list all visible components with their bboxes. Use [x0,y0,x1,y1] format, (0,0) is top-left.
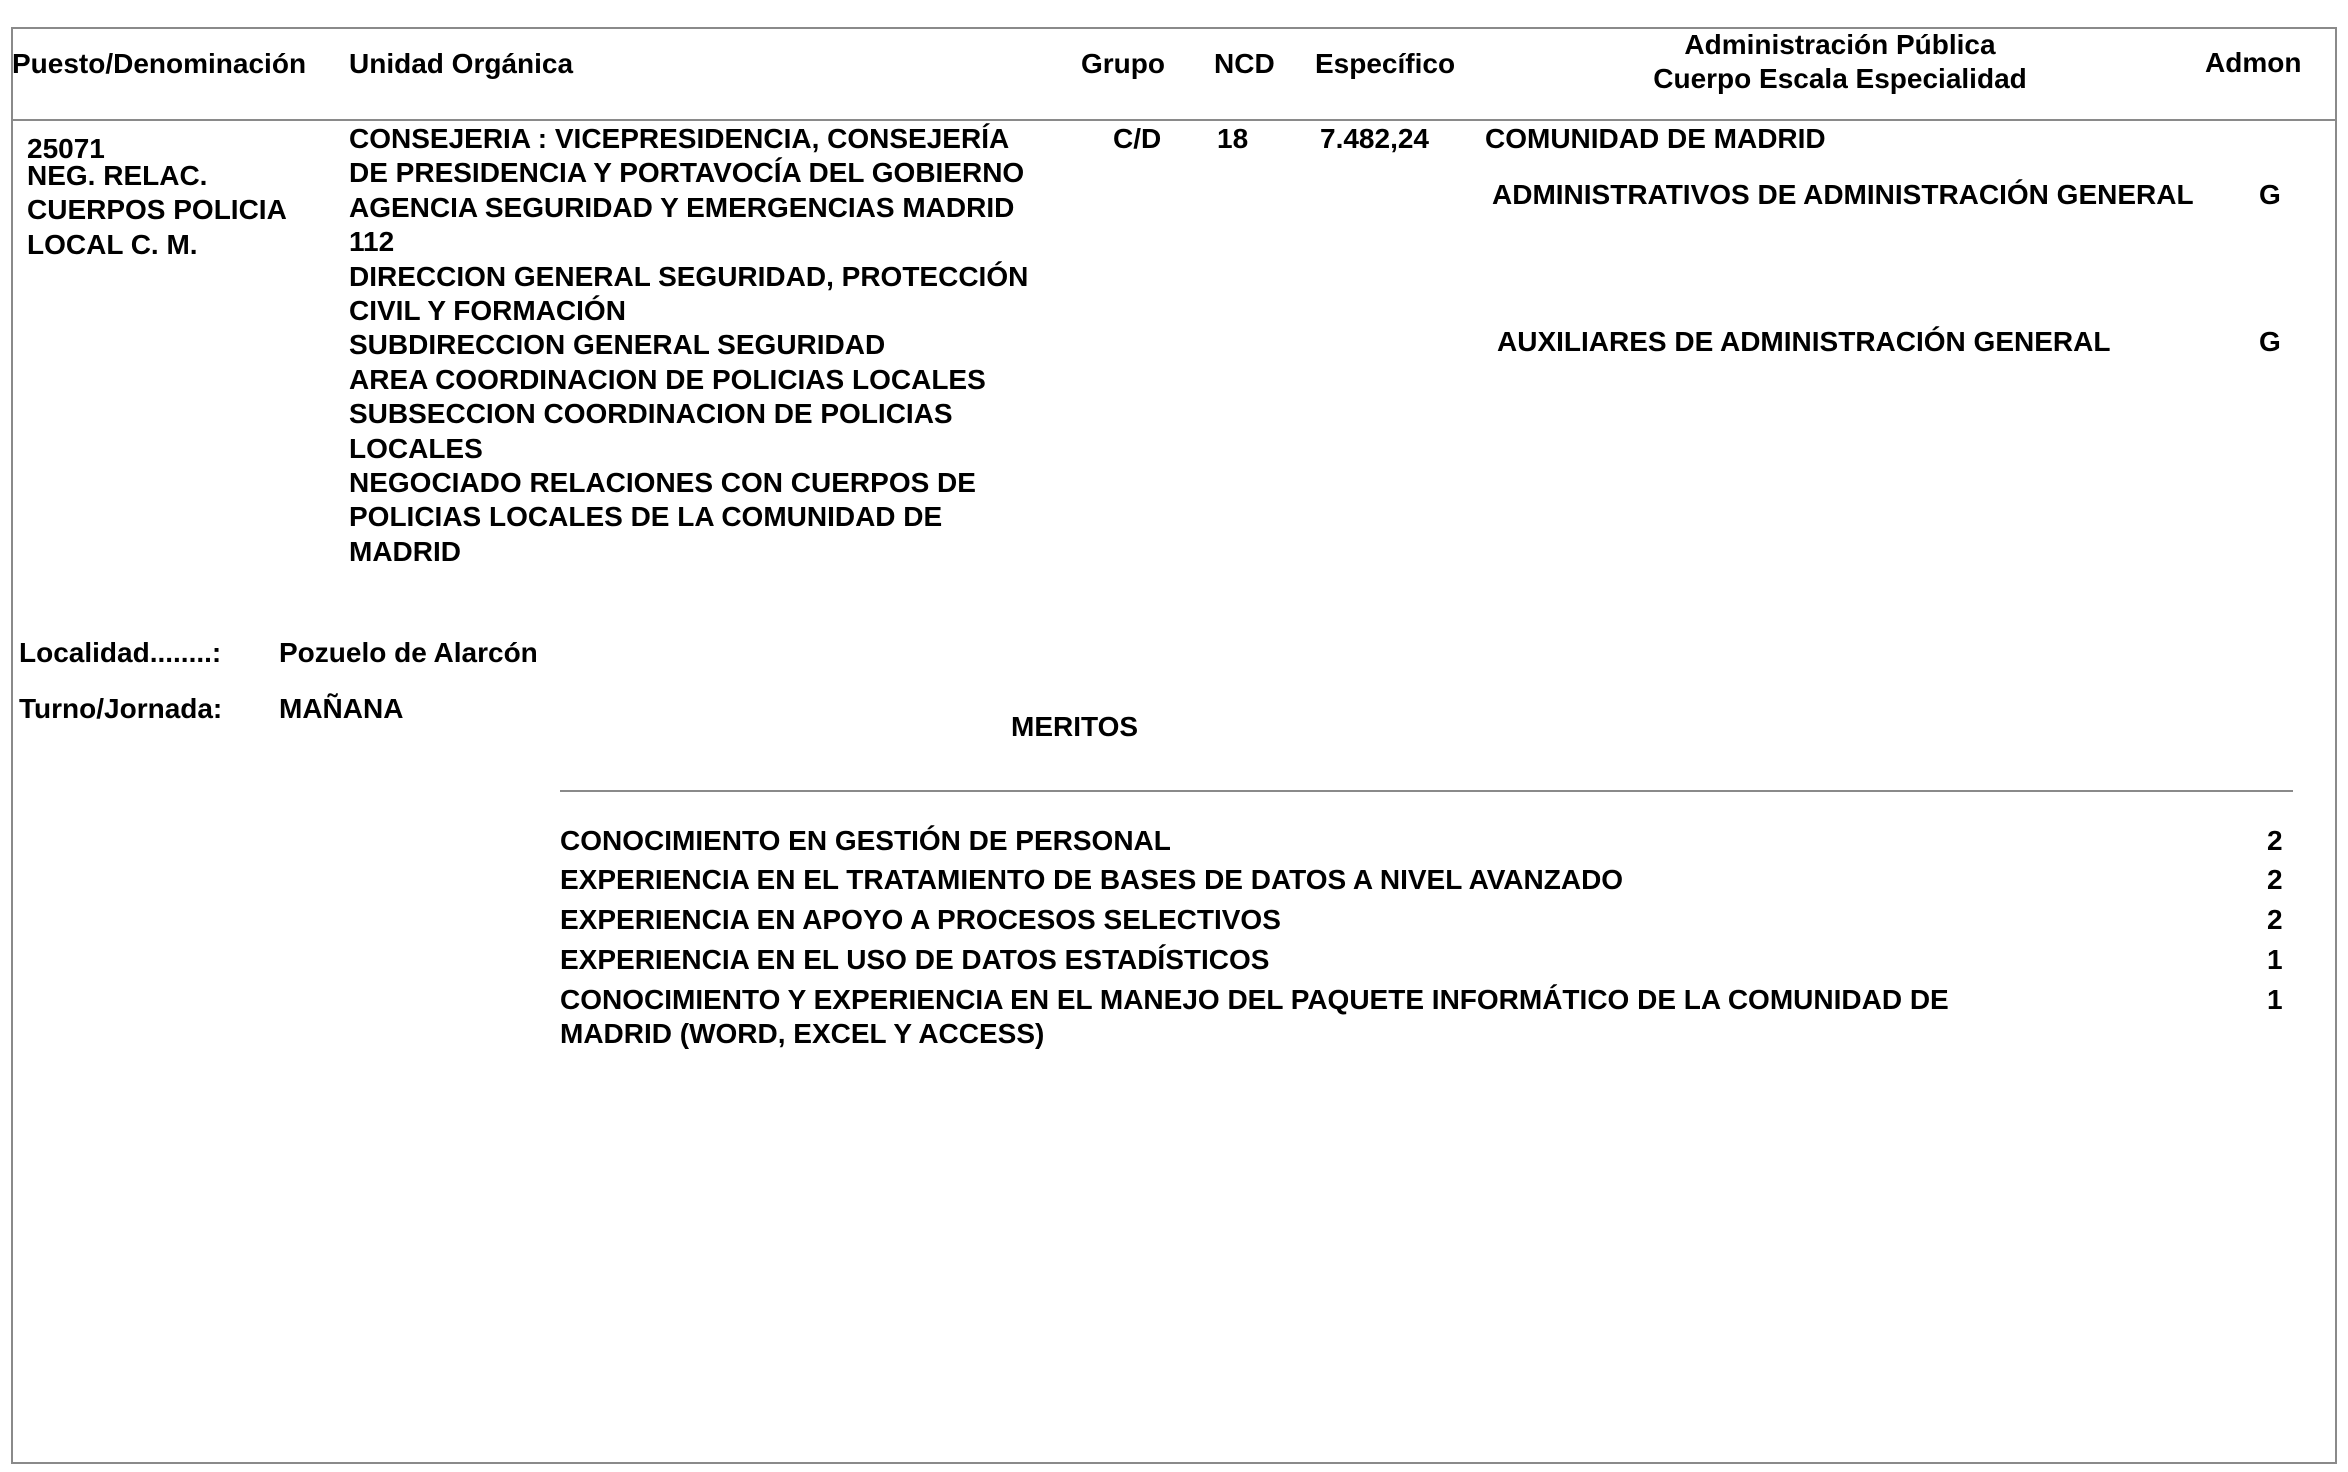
unidad-line: DE PRESIDENCIA Y PORTAVOCÍA DEL GOBIERNO [349,157,1025,189]
denominacion-line: LOCAL C. M. [27,228,198,260]
merito-points: 2 [2267,825,2283,856]
header-especifico: Específico [1315,48,1456,79]
header-grupo: Grupo [1081,48,1165,79]
puesto-codigo: 25071 [27,133,105,164]
merito-points: 1 [2267,944,2283,975]
unidad-line: LOCALES [349,432,483,464]
meritos-title: MERITOS [1011,711,1139,742]
unidad-line: CIVIL Y FORMACIÓN [349,294,626,326]
header-admon: Admon [2205,47,2302,78]
grupo-value: C/D [1113,123,1162,154]
unidad-line: SUBSECCION COORDINACION DE POLICIAS [349,398,953,430]
header-unidad: Unidad Orgánica [349,48,574,79]
unidad-line: CONSEJERIA : VICEPRESIDENCIA, CONSEJERÍA [349,123,1010,154]
merito-points: 2 [2267,864,2283,895]
unidad-organica [349,122,1028,569]
header-puesto: Puesto/Denominación [12,48,307,79]
puesto-denominacion [27,159,287,262]
merito-item-continuation: MADRID (WORD, EXCEL Y ACCESS) [560,1018,1045,1049]
merito-item: EXPERIENCIA EN APOYO A PROCESOS SELECTIVOS [560,904,1281,935]
localidad-label: Localidad........: [19,637,222,668]
unidad-line: AGENCIA SEGURIDAD Y EMERGENCIAS MADRID [349,191,1015,223]
turno-label: Turno/Jornada: [19,693,223,724]
meritos-divider [560,790,2293,792]
cuerpo-admon: G [2259,179,2281,210]
unidad-line: AREA COORDINACION DE POLICIAS LOCALES [349,363,986,395]
cuerpo-name: ADMINISTRATIVOS DE ADMINISTRACIÓN GENERAL [1492,179,2194,210]
localidad-value: Pozuelo de Alarcón [279,637,538,668]
unidad-line: NEGOCIADO RELACIONES CON CUERPOS DE [349,466,976,498]
administracion-value: COMUNIDAD DE MADRID [1485,123,1826,154]
turno-value: MAÑANA [279,693,404,724]
especifico-value: 7.482,24 [1320,123,1429,154]
cuerpo-admon: G [2259,326,2281,357]
merito-points: 2 [2267,904,2283,935]
unidad-line: 112 [349,226,395,258]
merito-item: CONOCIMIENTO Y EXPERIENCIA EN EL MANEJO DEL PAQUETE INFORMÁTICO DE LA COMUNIDAD DE [560,984,1949,1015]
cuerpo-name: AUXILIARES DE ADMINISTRACIÓN GENERAL [1497,326,2111,357]
ncd-value: 18 [1217,123,1249,154]
unidad-line: DIRECCION GENERAL SEGURIDAD, PROTECCIÓN [349,260,1029,292]
unidad-line: POLICIAS LOCALES DE LA COMUNIDAD DE [349,501,943,533]
header-cuerpo-escala: Cuerpo Escala Especialidad [1653,63,2027,94]
header-divider [11,119,2337,121]
merito-item: CONOCIMIENTO EN GESTIÓN DE PERSONAL [560,825,1171,856]
merito-item: EXPERIENCIA EN EL TRATAMIENTO DE BASES DE DATOS A NIVEL AVANZADO [560,864,1624,895]
header-ncd: NCD [1214,48,1275,79]
merito-item: EXPERIENCIA EN EL USO DE DATOS ESTADÍSTICOS [560,944,1270,975]
denominacion-line: NEG. RELAC. [27,160,208,191]
unidad-line: MADRID [349,535,461,567]
denominacion-line: CUERPOS POLICIA [27,194,287,226]
header-admin-publica: Administración Pública [1684,29,1996,60]
unidad-line: SUBDIRECCION GENERAL SEGURIDAD [349,329,886,361]
merito-points: 1 [2267,984,2283,1015]
